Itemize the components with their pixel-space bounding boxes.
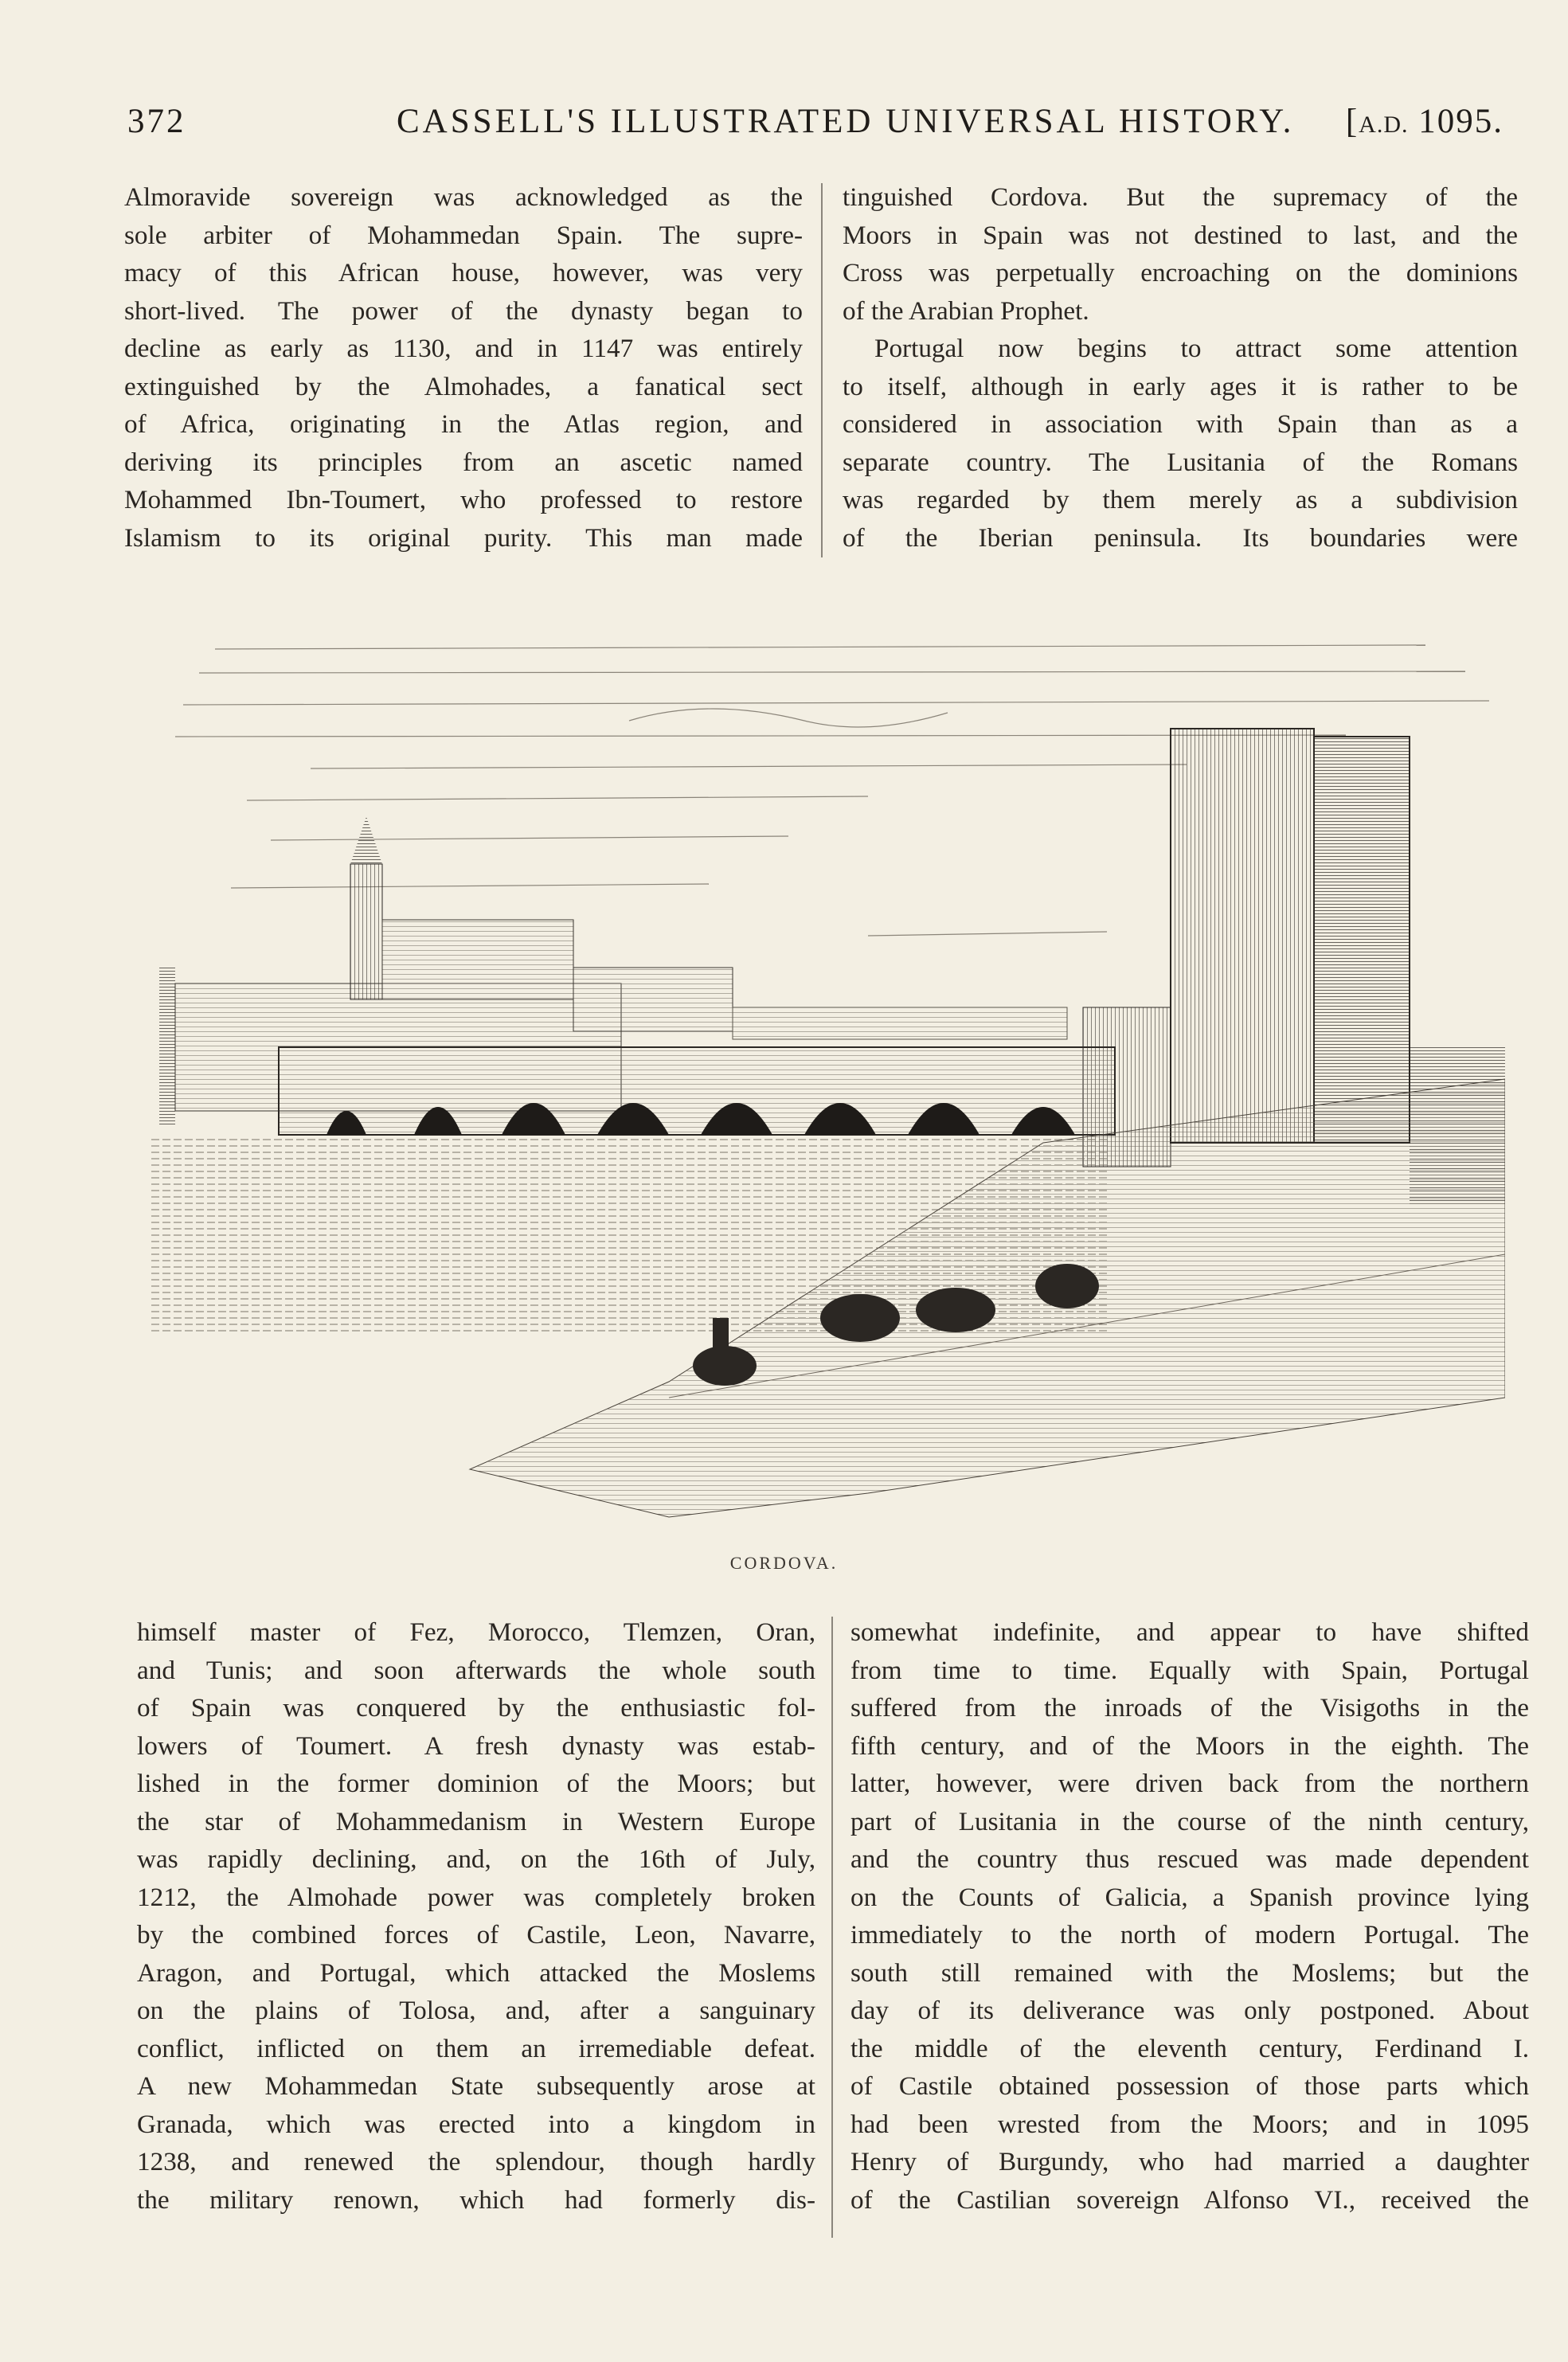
bottom-left-column [137,1613,815,2219]
text-line: day of its deliverance was only postponed. About [850,1996,1529,2025]
top-left-column [124,178,803,557]
text-line: considered in association with Spain than as a [843,409,1518,439]
text-line: Mohammed Ibn-Toumert, who professed to restore [124,485,803,514]
text-line: of Castile obtained possession of those parts which [850,2071,1529,2101]
text-line: to itself, although in early ages it is rather to be [843,371,1518,401]
date-bracket: [ [1345,103,1359,140]
text-line: the middle of the eleventh century, Ferdinand I. [850,2033,1529,2063]
text-line: suffered from the inroads of the Visigoths in the [850,1693,1529,1723]
figure-caption: CORDOVA. [729,1553,839,1573]
text-line: tinguished Cordova. But the supremacy of the [843,182,1518,212]
text-line: south still remained with the Moslems; but the [850,1957,1529,1988]
text-line: was regarded by them merely as a subdivision [843,485,1518,514]
running-title: CASSELL'S ILLUSTRATED UNIVERSAL HISTORY. [397,103,1295,140]
text-line: on the Counts of Galicia, a Spanish province lying [850,1882,1529,1912]
text-line: Granada, which was erected into a kingdom in [137,2109,815,2139]
text-line: the star of Mohammedanism in Western Europe [137,1806,815,1836]
text-line: on the plains of Tolosa, and, after a sanguinary [137,1996,815,2025]
column-divider-bottom [831,1617,833,2238]
text-line: A new Mohammedan State subsequently arose at [137,2071,815,2101]
text-line: decline as early as 1130, and in 1147 was entirely [124,334,803,363]
text-line: extinguished by the Almohades, a fanatical sect [124,371,803,401]
text-line: of the Arabian Prophet. [843,295,1089,326]
page-number: 372 [127,103,186,140]
running-header [127,102,1503,150]
text-line: deriving its principles from an ascetic named [124,447,803,477]
text-line: was rapidly declining, and, on the 16th of July, [137,1844,815,1874]
text-line: fifth century, and of the Moors in the eighth. The [850,1730,1529,1761]
text-line: Almoravide sovereign was acknowledged as the [124,182,803,212]
text-line: lowers of Toumert. A fresh dynasty was estab- [137,1730,815,1761]
text-line: sole arbiter of Mohammedan Spain. The supre- [124,220,803,250]
text-line: 1238, and renewed the splendour, though hardly [137,2147,815,2176]
text-line: latter, however, were driven back from the northern [850,1769,1529,1798]
engraving-illustration [151,601,1505,1557]
text-line: somewhat indefinite, and appear to have shifted [850,1617,1529,1647]
text-line: part of Lusitania in the course of the ninth century, [850,1806,1529,1836]
text-line: had been wrested from the Moors; and in 1095 [850,2109,1529,2139]
text-line: of the Castilian sovereign Alfonso VI., received the [850,2184,1529,2215]
text-line: Aragon, and Portugal, which attacked the Moslems [137,1957,815,1988]
text-line: separate country. The Lusitania of the Romans [843,447,1518,477]
text-line: of Africa, originating in the Atlas region, and [124,409,803,439]
bottom-right-column [850,1613,1529,2219]
text-line: from time to time. Equally with Spain, Portugal [850,1655,1529,1685]
text-line: of the Iberian peninsula. Its boundaries were [843,522,1518,553]
text-line: short-lived. The power of the dynasty began to [124,295,803,326]
text-line: conflict, inflicted on them an irremediable defeat. [137,2033,815,2063]
column-divider-top [821,183,823,557]
text-line: by the combined forces of Castile, Leon, Navarre, [137,1920,815,1949]
text-line: and the country thus rescued was made dependent [850,1844,1529,1874]
text-line: Henry of Burgundy, who had married a daughter [850,2147,1529,2176]
header-date [1346,102,1503,141]
roman-bridge [279,1047,1115,1135]
date-era: A.D. [1359,111,1409,138]
text-line: Moors in Spain was not destined to last, and the [843,220,1518,250]
text-line: of Spain was conquered by the enthusiastic fol- [137,1693,815,1723]
text-line: the military renown, which had formerly dis- [137,2184,815,2215]
text-line: Islamism to its original purity. This man made [124,522,803,553]
date-year: 1095. [1408,103,1503,140]
top-right-column [843,178,1518,557]
text-line: lished in the former dominion of the Moors; but [137,1769,815,1798]
text-line: and Tunis; and soon afterwards the whole south [137,1655,815,1685]
text-line: immediately to the north of modern Portugal. The [850,1920,1529,1949]
text-line: 1212, the Almohade power was completely broken [137,1882,815,1912]
text-line: Cross was perpetually encroaching on the dominions [843,258,1518,287]
text-line: macy of this African house, however, was very [124,258,803,287]
text-line: himself master of Fez, Morocco, Tlemzen, Oran, [137,1617,815,1647]
cordova-engraving [151,601,1505,1557]
text-line: Portugal now begins to attract some attention [874,334,1518,363]
